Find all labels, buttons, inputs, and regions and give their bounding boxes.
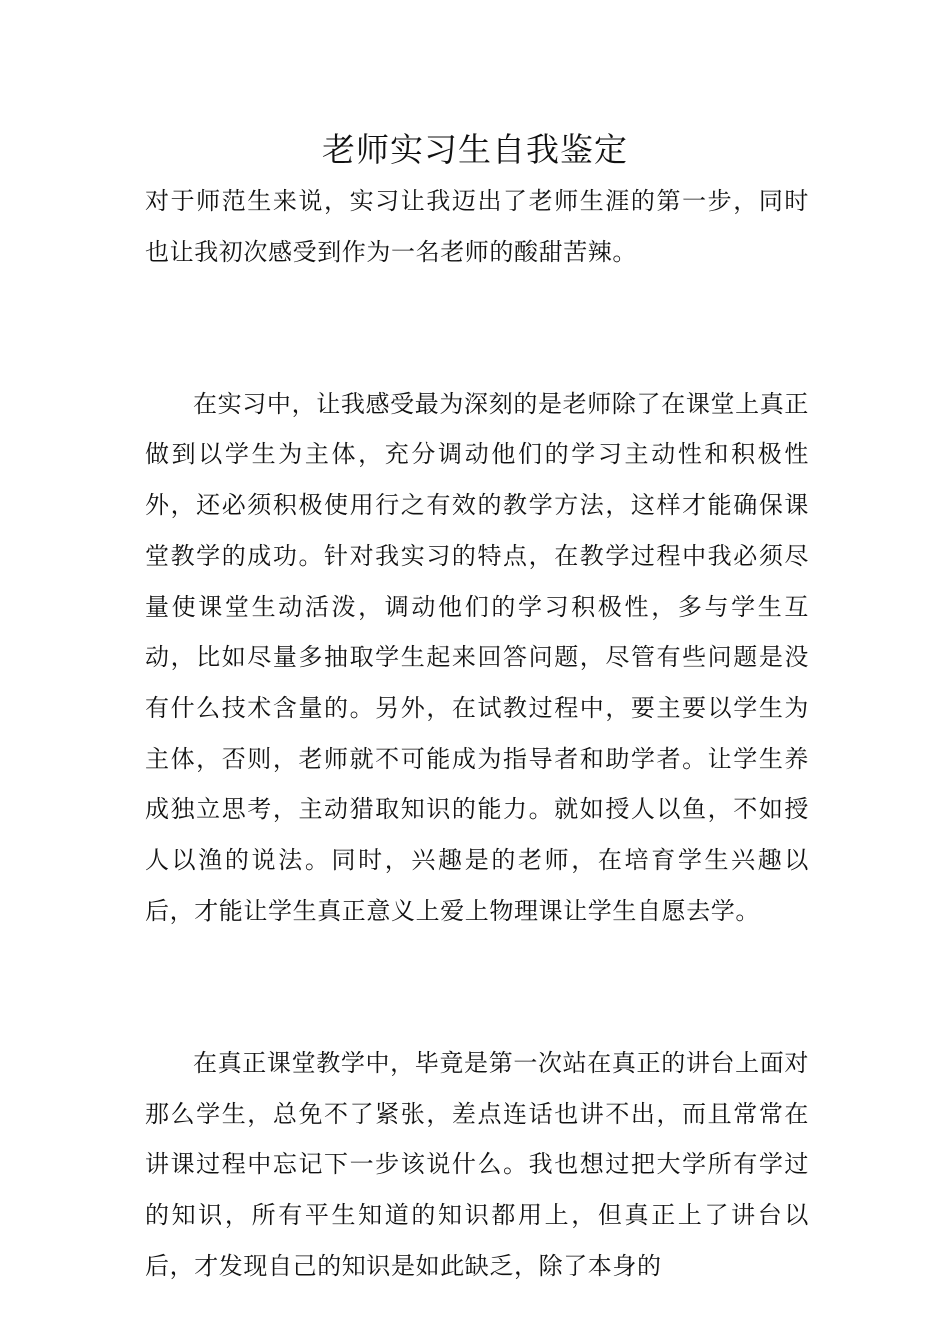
paragraph-teaching-methods: 在实习中，让我感受最为深刻的是老师除了在课堂上真正做到以学生为主体，充分调动他们的学习主动性和积极性外，还必须积极使用行之有效的教学方法，这样才能确保课堂教学的成功。针对我实习的特点，在教学过程中我必须尽量使课堂生动活泼，调动他们的学习积极性，多与学生互动，比如尽量多抽取学生起来回答问题，尽管有些问题是没有什么技术含量的。另外，在试教过程中，要主要以学生为主体，否则，老师就不可能成为指导者和助学者。让学生养成独立思考，主动猎取知识的能力。就如授人以鱼，不如授人以渔的说法。同时，兴趣是的老师，在培育学生兴趣以后，才能让学生真正意义上爱上物理课让学生自愿去学。 xyxy=(145,389,809,925)
paragraph-gap xyxy=(145,328,809,379)
paragraph-classroom-experience: 在真正课堂教学中，毕竟是第一次站在真正的讲台上面对那么学生，总免不了紧张，差点连话也讲不出，而且常常在讲课过程中忘记下一步该说什么。我也想过把大学所有学过的知识，所有平生知道的知识都用上，但真正上了讲台以后，才发现自己的知识是如此缺乏，除了本身的 xyxy=(145,1048,809,1280)
document-body xyxy=(145,176,809,1291)
paragraph-gap xyxy=(145,937,809,988)
document-title: 老师实习生自我鉴定 xyxy=(322,130,628,169)
paragraph-gap xyxy=(145,277,809,328)
paragraph-intro: 对于师范生来说，实习让我迈出了老师生涯的第一步，同时也让我初次感受到作为一名老师的酸甜苦辣。 xyxy=(145,187,809,266)
paragraph-gap xyxy=(145,987,809,1038)
